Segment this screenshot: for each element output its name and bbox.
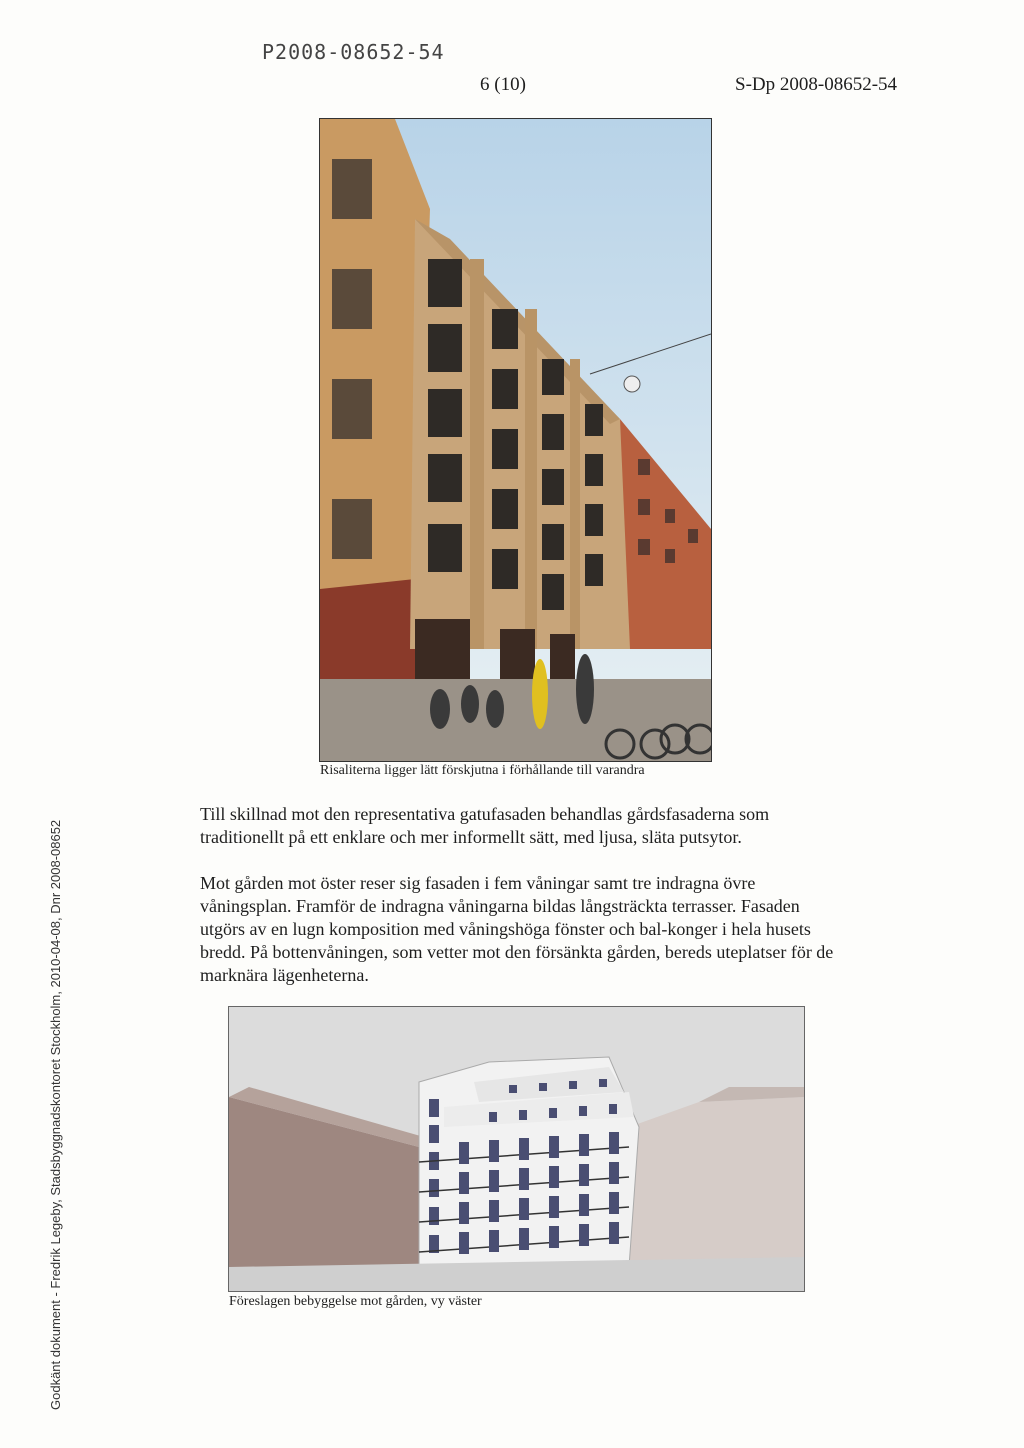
page-number: 6 (10) — [480, 74, 526, 95]
street-facade-illustration — [320, 119, 711, 761]
approval-sidebar-text: Godkänt dokument - Fredrik Legeby, Stadsbyggnadskontoret Stockholm, 2010-04-08, Dnr 2008-08652 — [48, 819, 63, 1410]
figure2-caption: Föreslagen bebyggelse mot gården, vy väster — [229, 1294, 482, 1309]
body-paragraph: Mot gården mot öster reser sig fasaden i fem våningar samt tre indragna övre våningsplan. Framför de indragna våningarna bildas långsträckta terrasser. Fasaden utgörs av en lugn komposition med våningshöga fönster och bal-konger i hela husets bredd. På bottenvåningen, som vetter mot den försänkta gården, bereds uteplatser för de marknära lägenheterna. — [200, 873, 834, 985]
courtyard-rendering — [228, 1006, 805, 1292]
street-facade-photo — [319, 118, 712, 762]
diary-stamp: P2008-08652-54 — [262, 40, 445, 64]
document-reference: S-Dp 2008-08652-54 — [735, 74, 898, 95]
body-text — [200, 803, 840, 1010]
body-paragraph: Till skillnad mot den representativa gatufasaden behandlas gårdsfasaderna som traditionellt på ett enklare och mer informellt sätt, med ljusa, släta putsytor. — [200, 804, 770, 847]
courtyard-rendering-illustration — [229, 1007, 804, 1291]
figure1-caption: Risaliterna ligger lätt förskjutna i förhållande till varandra — [320, 763, 645, 778]
